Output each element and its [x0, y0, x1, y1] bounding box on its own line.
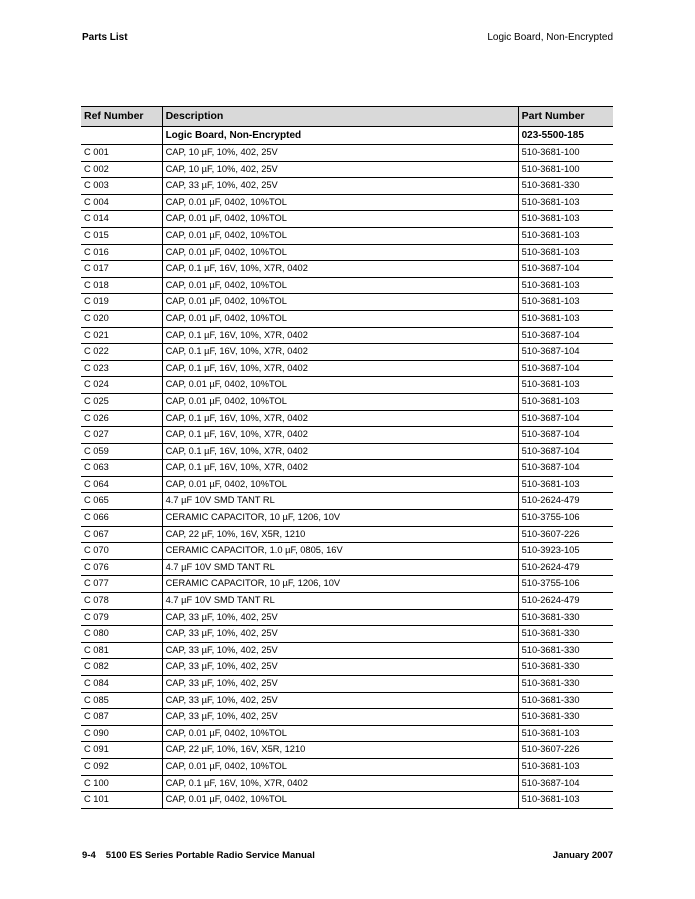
page-number: 9-4: [82, 850, 96, 861]
table-row: [81, 676, 613, 693]
description-cell: CAP, 33 µF, 10%, 402, 25V: [162, 626, 518, 643]
ref-number-cell: C 025: [81, 393, 162, 410]
description-cell: CAP, 0.01 µF, 0402, 10%TOL: [162, 194, 518, 211]
part-number-cell: 510-3687-104: [518, 443, 613, 460]
description-cell: CAP, 0.01 µF, 0402, 10%TOL: [162, 725, 518, 742]
part-number-cell: 510-3607-226: [518, 526, 613, 543]
table-row: [81, 161, 613, 178]
description-cell: CAP, 33 µF, 10%, 402, 25V: [162, 659, 518, 676]
ref-number-cell: C 021: [81, 327, 162, 344]
part-number-cell: 510-3681-330: [518, 609, 613, 626]
table-row: [81, 227, 613, 244]
part-number-cell: 510-3681-103: [518, 725, 613, 742]
table-row: [81, 427, 613, 444]
ref-number-cell: C 065: [81, 493, 162, 510]
ref-number-cell: C 082: [81, 659, 162, 676]
part-number-cell: 510-3681-100: [518, 145, 613, 162]
ref-number-cell: C 091: [81, 742, 162, 759]
ref-number-cell: C 078: [81, 593, 162, 610]
description-cell: CERAMIC CAPACITOR, 1.0 µF, 0805, 16V: [162, 543, 518, 560]
table-row: [81, 510, 613, 527]
part-number-cell: 510-2624-479: [518, 493, 613, 510]
table-row: [81, 344, 613, 361]
ref-number-cell: C 092: [81, 758, 162, 775]
table-row: [81, 576, 613, 593]
table-row: [81, 261, 613, 278]
ref-number-cell: C 015: [81, 227, 162, 244]
table-body: [81, 127, 613, 809]
ref-number-cell: C 026: [81, 410, 162, 427]
assembly-part-number: 023-5500-185: [518, 127, 613, 145]
description-cell: CAP, 0.01 µF, 0402, 10%TOL: [162, 277, 518, 294]
description-cell: CAP, 0.1 µF, 16V, 10%, X7R, 0402: [162, 775, 518, 792]
table-row: [81, 758, 613, 775]
col-ref-number: Ref Number: [81, 107, 162, 127]
ref-number-cell: C 101: [81, 792, 162, 809]
part-number-cell: 510-3681-330: [518, 659, 613, 676]
description-cell: CAP, 0.01 µF, 0402, 10%TOL: [162, 792, 518, 809]
part-number-cell: 510-3681-103: [518, 211, 613, 228]
ref-number-cell: C 024: [81, 377, 162, 394]
ref-number-cell: C 020: [81, 310, 162, 327]
description-cell: CAP, 33 µF, 10%, 402, 25V: [162, 178, 518, 195]
table-row: [81, 393, 613, 410]
part-number-cell: 510-3681-103: [518, 244, 613, 261]
manual-title: 5100 ES Series Portable Radio Service Manual: [105, 850, 315, 861]
ref-number-cell: C 064: [81, 476, 162, 493]
ref-number-cell: C 016: [81, 244, 162, 261]
part-number-cell: 510-3681-103: [518, 294, 613, 311]
description-cell: CAP, 33 µF, 10%, 402, 25V: [162, 609, 518, 626]
description-cell: CAP, 0.1 µF, 16V, 10%, X7R, 0402: [162, 327, 518, 344]
ref-number-cell: C 002: [81, 161, 162, 178]
description-cell: CAP, 33 µF, 10%, 402, 25V: [162, 709, 518, 726]
assembly-ref: [81, 127, 162, 145]
footer-left: [82, 850, 315, 861]
description-cell: CAP, 0.01 µF, 0402, 10%TOL: [162, 211, 518, 228]
part-number-cell: 510-3681-103: [518, 227, 613, 244]
table-row: [81, 642, 613, 659]
ref-number-cell: C 027: [81, 427, 162, 444]
col-description: Description: [162, 107, 518, 127]
page-subject: Logic Board, Non-Encrypted: [487, 32, 613, 43]
description-cell: CAP, 0.01 µF, 0402, 10%TOL: [162, 310, 518, 327]
description-cell: 4.7 µF 10V SMD TANT RL: [162, 593, 518, 610]
ref-number-cell: C 017: [81, 261, 162, 278]
ref-number-cell: C 080: [81, 626, 162, 643]
table-row: [81, 377, 613, 394]
table-row: [81, 277, 613, 294]
part-number-cell: 510-3681-330: [518, 676, 613, 693]
part-number-cell: 510-3681-330: [518, 626, 613, 643]
description-cell: CAP, 0.1 µF, 16V, 10%, X7R, 0402: [162, 443, 518, 460]
description-cell: CAP, 0.01 µF, 0402, 10%TOL: [162, 393, 518, 410]
description-cell: 4.7 µF 10V SMD TANT RL: [162, 493, 518, 510]
assembly-row: [81, 127, 613, 145]
description-cell: CAP, 0.1 µF, 16V, 10%, X7R, 0402: [162, 360, 518, 377]
part-number-cell: 510-3681-330: [518, 642, 613, 659]
part-number-cell: 510-3923-105: [518, 543, 613, 560]
table-row: [81, 410, 613, 427]
ref-number-cell: C 059: [81, 443, 162, 460]
ref-number-cell: C 067: [81, 526, 162, 543]
ref-number-cell: C 014: [81, 211, 162, 228]
part-number-cell: 510-3687-104: [518, 360, 613, 377]
description-cell: CAP, 10 µF, 10%, 402, 25V: [162, 161, 518, 178]
part-number-cell: 510-3681-103: [518, 377, 613, 394]
ref-number-cell: C 081: [81, 642, 162, 659]
part-number-cell: 510-3607-226: [518, 742, 613, 759]
part-number-cell: 510-3755-106: [518, 510, 613, 527]
description-cell: CAP, 0.01 µF, 0402, 10%TOL: [162, 294, 518, 311]
part-number-cell: 510-3681-103: [518, 310, 613, 327]
description-cell: CAP, 10 µF, 10%, 402, 25V: [162, 145, 518, 162]
table-row: [81, 543, 613, 560]
table-row: [81, 476, 613, 493]
part-number-cell: 510-3681-103: [518, 792, 613, 809]
table-row: [81, 493, 613, 510]
part-number-cell: 510-3687-104: [518, 327, 613, 344]
ref-number-cell: C 063: [81, 460, 162, 477]
table-row: [81, 526, 613, 543]
part-number-cell: 510-3681-103: [518, 277, 613, 294]
ref-number-cell: C 066: [81, 510, 162, 527]
table-row: [81, 775, 613, 792]
table-header: [81, 107, 613, 127]
part-number-cell: 510-3687-104: [518, 427, 613, 444]
parts-table: [81, 106, 613, 809]
ref-number-cell: C 079: [81, 609, 162, 626]
table-row: [81, 725, 613, 742]
ref-number-cell: C 076: [81, 559, 162, 576]
ref-number-cell: C 090: [81, 725, 162, 742]
table-row: [81, 559, 613, 576]
description-cell: CAP, 33 µF, 10%, 402, 25V: [162, 692, 518, 709]
table-row: [81, 194, 613, 211]
ref-number-cell: C 077: [81, 576, 162, 593]
description-cell: CAP, 33 µF, 10%, 402, 25V: [162, 676, 518, 693]
part-number-cell: 510-3681-103: [518, 476, 613, 493]
ref-number-cell: C 019: [81, 294, 162, 311]
table-row: [81, 178, 613, 195]
description-cell: 4.7 µF 10V SMD TANT RL: [162, 559, 518, 576]
description-cell: CAP, 0.01 µF, 0402, 10%TOL: [162, 244, 518, 261]
table-row: [81, 593, 613, 610]
table-row: [81, 609, 613, 626]
section-title: Parts List: [82, 32, 128, 43]
part-number-cell: 510-3687-104: [518, 775, 613, 792]
part-number-cell: 510-3687-104: [518, 460, 613, 477]
table-row: [81, 360, 613, 377]
table-row: [81, 692, 613, 709]
part-number-cell: 510-2624-479: [518, 559, 613, 576]
description-cell: CAP, 0.01 µF, 0402, 10%TOL: [162, 476, 518, 493]
part-number-cell: 510-3681-103: [518, 758, 613, 775]
part-number-cell: 510-3681-103: [518, 393, 613, 410]
table-row: [81, 626, 613, 643]
ref-number-cell: C 022: [81, 344, 162, 361]
table-row: [81, 294, 613, 311]
part-number-cell: 510-3687-104: [518, 261, 613, 278]
table-row: [81, 709, 613, 726]
part-number-cell: 510-3681-330: [518, 709, 613, 726]
col-part-number: Part Number: [518, 107, 613, 127]
description-cell: CAP, 22 µF, 10%, 16V, X5R, 1210: [162, 526, 518, 543]
ref-number-cell: C 004: [81, 194, 162, 211]
ref-number-cell: C 070: [81, 543, 162, 560]
table-row: [81, 145, 613, 162]
description-cell: CAP, 22 µF, 10%, 16V, X5R, 1210: [162, 742, 518, 759]
part-number-cell: 510-3755-106: [518, 576, 613, 593]
table-row: [81, 443, 613, 460]
description-cell: CAP, 33 µF, 10%, 402, 25V: [162, 642, 518, 659]
part-number-cell: 510-3681-103: [518, 194, 613, 211]
table-row: [81, 327, 613, 344]
ref-number-cell: C 087: [81, 709, 162, 726]
ref-number-cell: C 003: [81, 178, 162, 195]
description-cell: CAP, 0.01 µF, 0402, 10%TOL: [162, 227, 518, 244]
publication-date: January 2007: [552, 850, 613, 861]
description-cell: CAP, 0.1 µF, 16V, 10%, X7R, 0402: [162, 261, 518, 278]
part-number-cell: 510-3687-104: [518, 410, 613, 427]
ref-number-cell: C 100: [81, 775, 162, 792]
table-row: [81, 792, 613, 809]
ref-number-cell: C 023: [81, 360, 162, 377]
description-cell: CAP, 0.1 µF, 16V, 10%, X7R, 0402: [162, 460, 518, 477]
description-cell: CAP, 0.01 µF, 0402, 10%TOL: [162, 377, 518, 394]
part-number-cell: 510-3687-104: [518, 344, 613, 361]
part-number-cell: 510-3681-100: [518, 161, 613, 178]
table-row: [81, 460, 613, 477]
description-cell: CAP, 0.1 µF, 16V, 10%, X7R, 0402: [162, 410, 518, 427]
table-row: [81, 742, 613, 759]
assembly-description: Logic Board, Non-Encrypted: [162, 127, 518, 145]
ref-number-cell: C 085: [81, 692, 162, 709]
table-row: [81, 244, 613, 261]
table-row: [81, 211, 613, 228]
ref-number-cell: C 018: [81, 277, 162, 294]
description-cell: CAP, 0.1 µF, 16V, 10%, X7R, 0402: [162, 344, 518, 361]
description-cell: CERAMIC CAPACITOR, 10 µF, 1206, 10V: [162, 510, 518, 527]
table-row: [81, 310, 613, 327]
part-number-cell: 510-3681-330: [518, 692, 613, 709]
ref-number-cell: C 084: [81, 676, 162, 693]
description-cell: CAP, 0.01 µF, 0402, 10%TOL: [162, 758, 518, 775]
part-number-cell: 510-3681-330: [518, 178, 613, 195]
ref-number-cell: C 001: [81, 145, 162, 162]
description-cell: CERAMIC CAPACITOR, 10 µF, 1206, 10V: [162, 576, 518, 593]
description-cell: CAP, 0.1 µF, 16V, 10%, X7R, 0402: [162, 427, 518, 444]
part-number-cell: 510-2624-479: [518, 593, 613, 610]
table-row: [81, 659, 613, 676]
